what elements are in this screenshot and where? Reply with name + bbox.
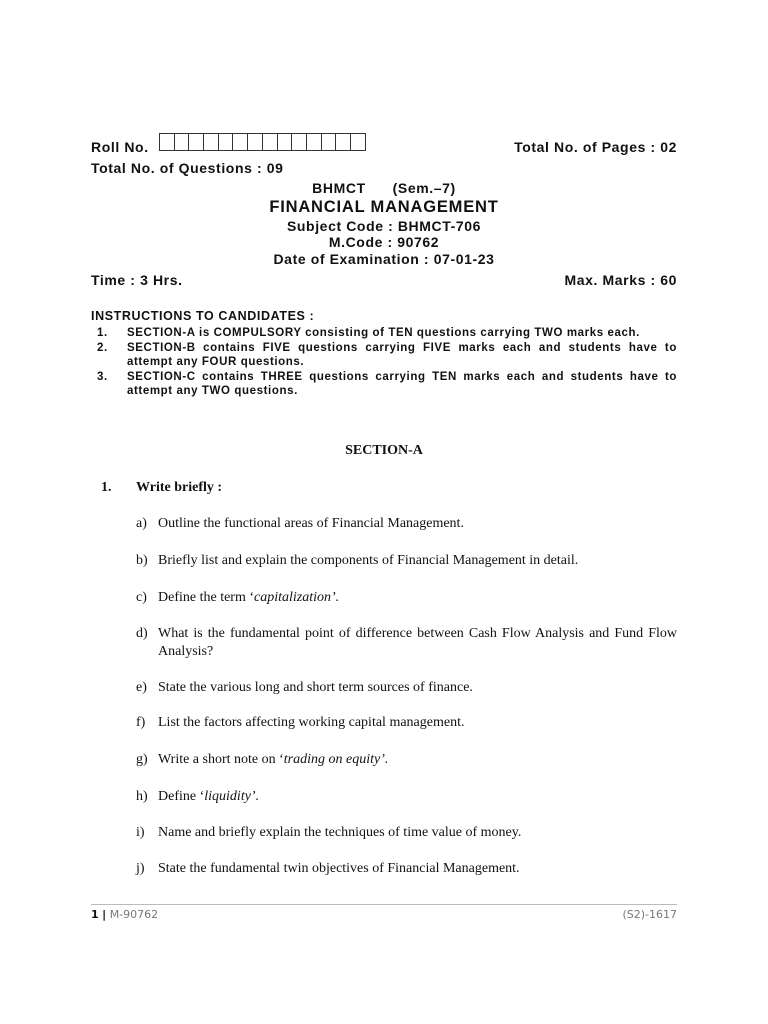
footer-code: M-90762 — [109, 908, 159, 921]
part-text — [136, 788, 677, 806]
part-label: f) — [136, 715, 146, 730]
part-text: List the factors affecting working capital management. — [158, 715, 465, 730]
roll-number-box[interactable] — [291, 133, 307, 151]
roll-number-boxes[interactable] — [160, 133, 366, 151]
question-part — [136, 679, 677, 697]
roll-number-box[interactable] — [174, 133, 190, 151]
roll-number-box[interactable] — [306, 133, 322, 151]
part-label: b) — [136, 553, 148, 568]
instruction-text: SECTION-B contains FIVE questions carrying FIVE marks each and students have to attempt any FOUR questions. — [127, 342, 677, 368]
question-title: Write briefly : — [136, 480, 223, 495]
roll-number-box[interactable] — [277, 133, 293, 151]
max-marks-label: Max. Marks : 60 — [564, 272, 677, 288]
part-label: i) — [136, 825, 145, 840]
course-line: BHMCT (Sem.–7) — [312, 180, 456, 196]
instruction-number: 2. — [97, 342, 108, 354]
instruction-item — [91, 341, 677, 369]
m-code: M.Code : 90762 — [328, 234, 440, 250]
instruction-number: 3. — [97, 371, 108, 383]
question-part — [136, 714, 677, 732]
part-label: h) — [136, 789, 148, 804]
instruction-item — [91, 370, 677, 398]
part-text: Briefly list and explain the components of Financial Management in detail. — [158, 553, 579, 568]
pages-label: Total No. of Pages : 02 — [514, 139, 677, 155]
roll-number-box[interactable] — [159, 133, 175, 151]
page-number: 1 — [91, 908, 99, 921]
question-part — [136, 788, 677, 806]
subject-title: FINANCIAL MANAGEMENT — [269, 198, 499, 216]
roll-number-box[interactable] — [247, 133, 263, 151]
part-label: j) — [136, 861, 145, 876]
instruction-text: SECTION-C contains THREE questions carrying TEN marks each and students have to attempt any TWO questions. — [127, 371, 677, 397]
question-number: 1. — [101, 480, 112, 495]
roll-number-box[interactable] — [232, 133, 248, 151]
exam-date: Date of Examination : 07-01-23 — [273, 251, 495, 267]
subject-code: Subject Code : BHMCT-706 — [286, 218, 482, 234]
questions-row — [91, 160, 677, 176]
question-part — [136, 751, 677, 769]
question-part — [136, 552, 677, 570]
roll-number-box[interactable] — [203, 133, 219, 151]
questions-label: Total No. of Questions : 09 — [91, 160, 284, 176]
part-label: a) — [136, 516, 147, 531]
part-label: g) — [136, 752, 148, 767]
instruction-number: 1. — [97, 327, 108, 339]
question-part — [136, 589, 677, 607]
part-text-emphasis: capitalization’. — [254, 590, 340, 605]
roll-number-box[interactable] — [188, 133, 204, 151]
roll-number-box[interactable] — [218, 133, 234, 151]
part-text-emphasis: liquidity’. — [204, 789, 260, 804]
roll-label: Roll No. — [91, 139, 149, 155]
part-text: State the fundamental twin objectives of Financial Management. — [158, 861, 520, 876]
instruction-item — [91, 326, 677, 340]
instructions-heading: INSTRUCTIONS TO CANDIDATES : — [91, 309, 315, 323]
roll-number-box[interactable] — [335, 133, 351, 151]
roll-number-box[interactable] — [262, 133, 278, 151]
part-text: Outline the functional areas of Financial Management. — [158, 516, 464, 531]
footer-right: (S2)-1617 — [622, 908, 677, 921]
question-part — [136, 860, 677, 878]
part-label: c) — [136, 590, 147, 605]
instruction-text: SECTION-A is COMPULSORY consisting of TEN questions carrying TWO marks each. — [127, 327, 640, 339]
time-label: Time : 3 Hrs. — [91, 272, 183, 288]
time-marks-row — [91, 272, 677, 288]
part-text: What is the fundamental point of difference between Cash Flow Analysis and Fund Flow Analysis? — [158, 626, 677, 659]
part-label: d) — [136, 626, 148, 641]
question-part — [136, 625, 677, 661]
part-text — [136, 589, 677, 607]
part-text-lead: Write a short note on ‘ — [158, 752, 284, 767]
part-text: Name and briefly explain the techniques of time value of money. — [158, 825, 522, 840]
part-text: State the various long and short term sources of finance. — [158, 680, 473, 695]
part-text-lead: Define ‘ — [158, 789, 205, 804]
part-text-lead: Define the term ‘ — [158, 590, 255, 605]
question-part — [136, 515, 677, 533]
question-part — [136, 824, 677, 842]
instructions-list — [91, 326, 677, 399]
page-footer — [91, 904, 677, 921]
roll-number-box[interactable] — [350, 133, 366, 151]
part-text-emphasis: trading on equity’. — [283, 752, 389, 767]
footer-separator: | — [102, 908, 107, 921]
roll-number-box[interactable] — [321, 133, 337, 151]
part-text — [136, 751, 677, 769]
part-label: e) — [136, 680, 147, 695]
section-title: SECTION-A — [345, 443, 423, 458]
